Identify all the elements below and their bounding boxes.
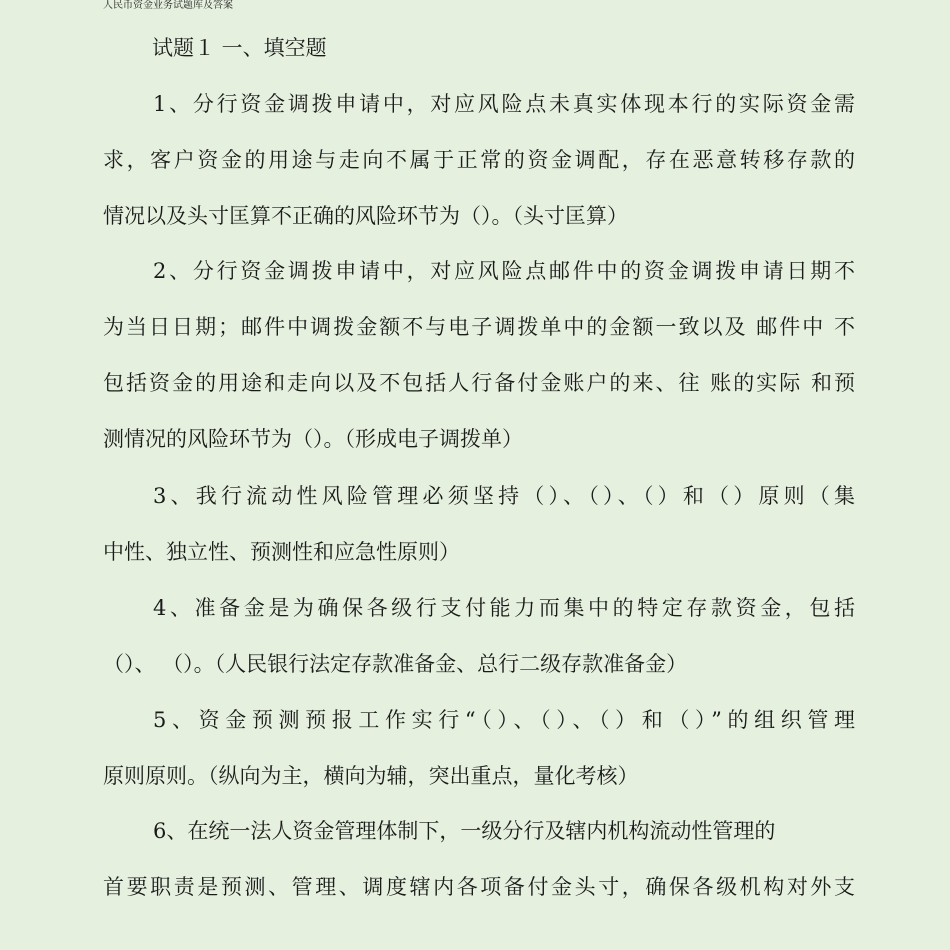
question-line: 原则原则。（纵向为主，横向为辅，突出重点，量化考核） — [103, 764, 639, 788]
question-line: 情况以及头寸匡算不正确的风险环节为（）。（头寸匡算） — [103, 204, 628, 228]
question-line: 包括资金的用途和走向以及不包括人行备付金账户的来、往 账的实际 和预 — [103, 371, 855, 395]
document-header: 人民币资金业务试题库及答案 — [103, 0, 233, 11]
question-line: 2、分行资金调拨申请中，对应风险点邮件中的资金调拨申请日期不 — [153, 259, 855, 283]
question-line: 1、分行资金调拨申请中，对应风险点未真实体现本行的实际资金需 — [153, 92, 855, 116]
section-title: 试题１ 一、填空题 — [152, 36, 327, 60]
question-line: 5、资金预测预报工作实行“（）、（）、（）和（）”的组织管理 — [153, 708, 855, 732]
question-line: （）、 （）。（人民银行法定存款准备金、总行二级存款准备金） — [103, 652, 688, 676]
question-4 — [103, 580, 855, 692]
question-1 — [103, 76, 855, 244]
question-3 — [103, 468, 855, 580]
question-line: 6、在统一法人资金管理体制下，一级分行及辖内机构流动性管理的 — [153, 819, 776, 843]
question-2 — [103, 243, 855, 467]
question-line: 测情况的风险环节为（）。（形成电子调拨单） — [103, 427, 523, 451]
question-5 — [103, 692, 855, 804]
question-line: 为当日日期；邮件中调拨金额不与电子调拨单中的金额一致以及 邮件中 不 — [103, 315, 855, 339]
question-line: 3、我行流动性风险管理必须坚持（）、（）、（）和（）原则（集 — [153, 484, 855, 508]
question-line: 首要职责是预测、管理、调度辖内各项备付金头寸，确保各级机构对外支 — [103, 875, 855, 899]
question-line: 中性、独立性、预测性和应急性原则） — [103, 540, 460, 564]
question-line: 4、准备金是为确保各级行支付能力而集中的特定存款资金，包括 — [153, 596, 855, 620]
question-line: 求，客户资金的用途与走向不属于正常的资金调配，存在恶意转移存款的 — [103, 148, 855, 172]
question-6 — [103, 803, 855, 915]
